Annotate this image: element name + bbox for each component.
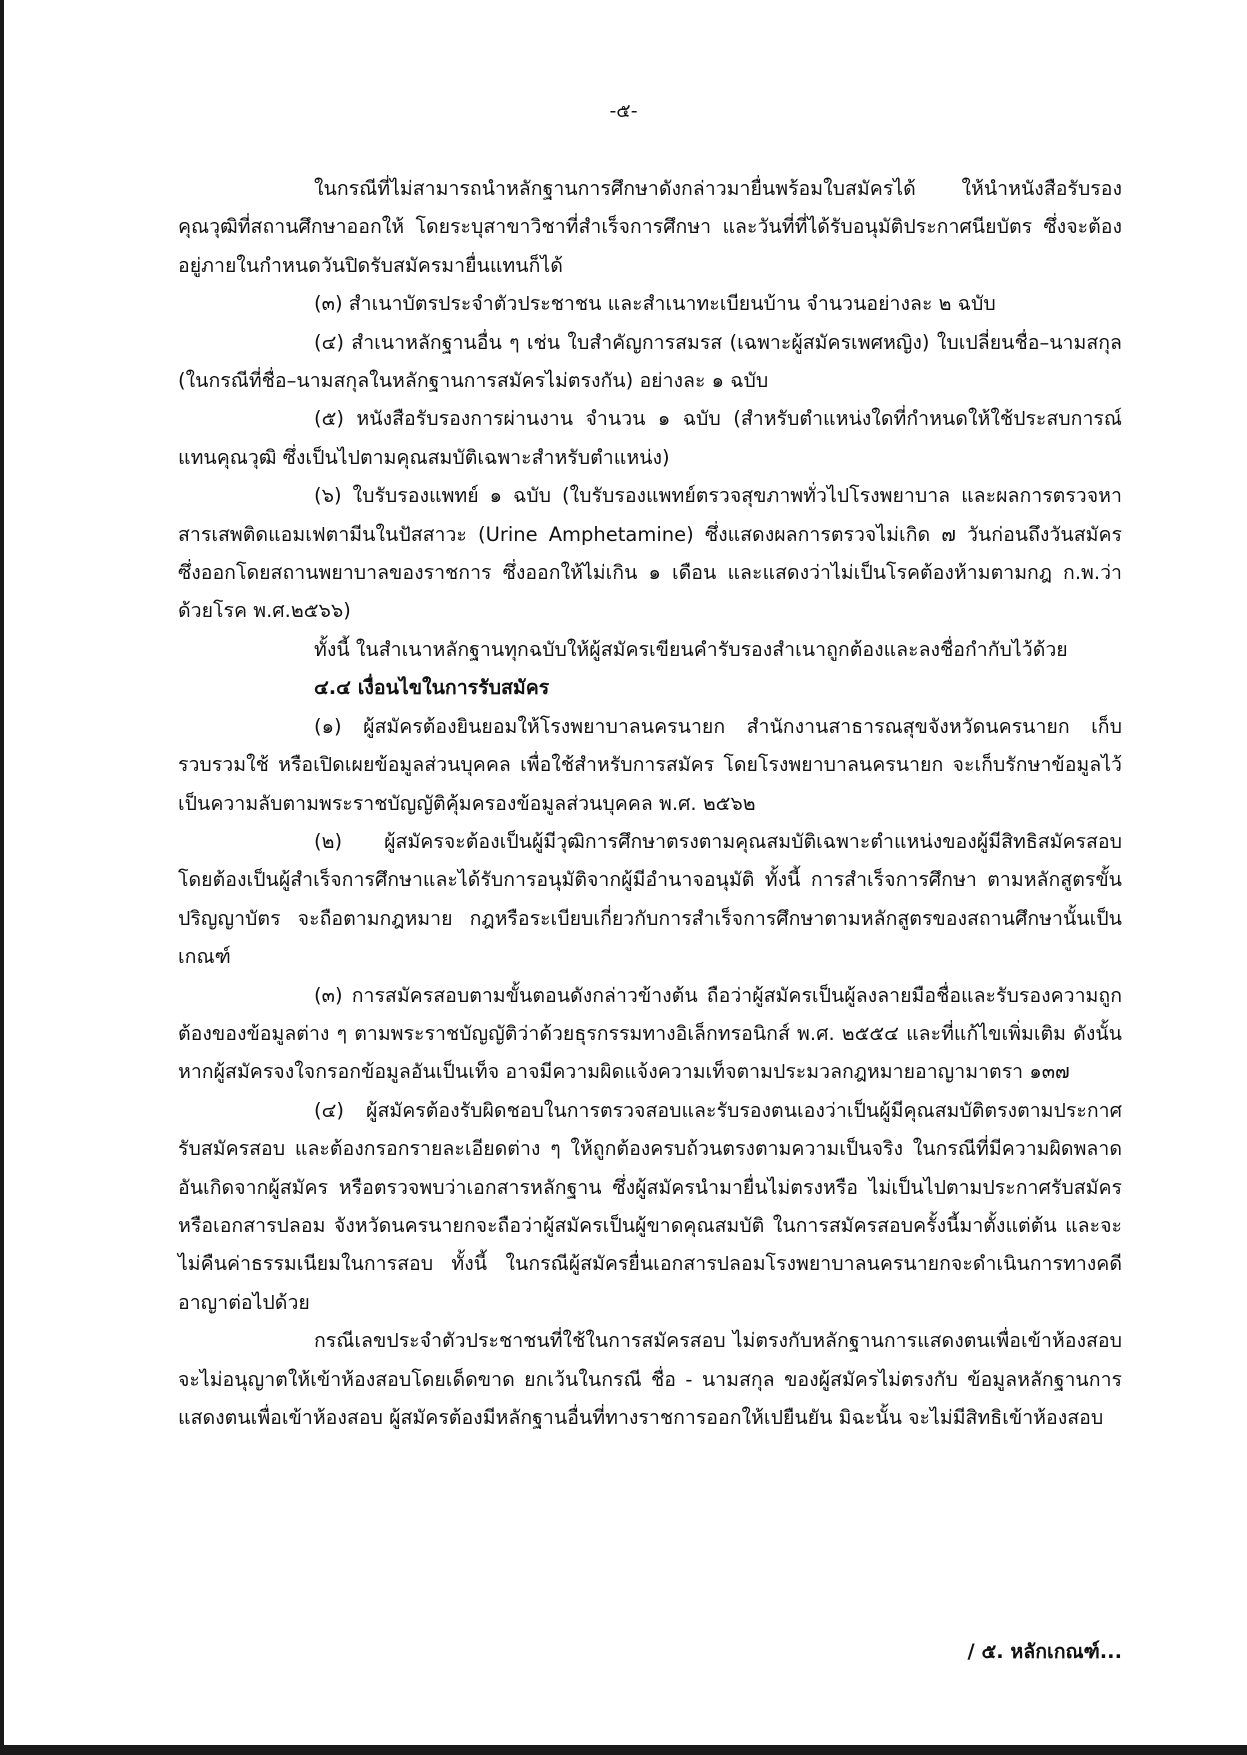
- document-body: [178, 170, 1122, 1437]
- scan-edge-bottom: [0, 1745, 1247, 1755]
- paragraph-item-3-id-card: (๓) สำเนาบัตรประจำตัวประชาชน และสำเนาทะเบียนบ้าน จำนวนอย่างละ ๒ ฉบับ: [314, 292, 996, 316]
- condition-item-2-qualifications: (๒) ผู้สมัครจะต้องเป็นผู้มีวุฒิการศึกษาตรงตามคุณสมบัติเฉพาะตำแหน่งของผู้มีสิทธิสมัครสอบ โดยต้องเป็นผู้สำเร็จการศึกษาและได้รับการอนุมัติจากผู้มีอำนาจอนุมัติ ทั้งนี้ การสำเร็จการศึกษา ตามหลักสูตรขั้นปริญญาบัตร จะถือตามกฎหมาย กฎหรือระเบียบเกี่ยวกับการสำเร็จการศึกษาตามหลักสูตรของสถานศึกษานั้นเป็นเกณฑ์: [178, 829, 1122, 969]
- paragraph-item-5-work-certificate: (๕) หนังสือรับรองการผ่านงาน จำนวน ๑ ฉบับ (สำหรับตำแหน่งใดที่กำหนดให้ใช้ประสบการณ์แทนคุณวุฒิ ซึ่งเป็นไปตามคุณสมบัติเฉพาะสำหรับตำแหน่ง): [178, 407, 1122, 469]
- page-number: -๕-: [609, 100, 638, 122]
- condition-item-3-electronic-signature: (๓) การสมัครสอบตามขั้นตอนดังกล่าวข้างต้น ถือว่าผู้สมัครเป็นผู้ลงลายมือชื่อและรับรองความถูกต้องของข้อมูลต่าง ๆ ตามพระราชบัญญัติว่าด้วยธุรกรรมทางอิเล็กทรอนิกส์ พ.ศ. ๒๕๕๔ และที่แก้ไขเพิ่มเติม ดังนั้น หากผู้สมัครจงใจกรอกข้อมูลอันเป็นเท็จ อาจมีความผิดแจ้งความเท็จตามประมวลกฎหมายอาญามาตรา ๑๓๗: [178, 983, 1122, 1084]
- condition-id-number-mismatch: กรณีเลขประจำตัวประชาชนที่ใช้ในการสมัครสอบ ไม่ตรงกับหลักฐานการแสดงตนเพื่อเข้าห้องสอบ จะไม่อนุญาตให้เข้าห้องสอบโดยเด็ดขาด ยกเว้นในกรณี ชื่อ - นามสกุล ของผู้สมัครไม่ตรงกับ ข้อมูลหลักฐานการแสดงตนเพื่อเข้าห้องสอบ ผู้สมัครต้องมีหลักฐานอื่นที่ทางราชการออกให้เปยืนยัน มิฉะนั้น จะไม่มีสิทธิเข้าห้องสอบ: [178, 1329, 1122, 1429]
- paragraph-copy-certification: ทั้งนี้ ในสำเนาหลักฐานทุกฉบับให้ผู้สมัครเขียนคำรับรองสำเนาถูกต้องและลงชื่อกำกับไว้ด้วย: [314, 637, 1068, 661]
- paragraph-education-certificate: ในกรณีที่ไม่สามารถนำหลักฐานการศึกษาดังกล่าวมายื่นพร้อมใบสมัครได้ ให้นำหนังสือรับรองคุณวุฒิที่สถานศึกษาออกให้ โดยระบุสาขาวิชาที่สำเร็จการศึกษา และวันที่ที่ได้รับอนุมัติประกาศนียบัตร ซึ่งจะต้องอยู่ภายในกำหนดวันปิดรับสมัครมายื่นแทนก็ได้: [178, 177, 1122, 277]
- paragraph-item-6-medical-certificate: (๖) ใบรับรองแพทย์ ๑ ฉบับ (ใบรับรองแพทย์ตรวจสุขภาพทั่วไปโรงพยาบาล และผลการตรวจหาสารเสพติดแอมเฟตามีนในปัสสาวะ (Urine Amphetamine) ซึ่งแสดงผลการตรวจไม่เกิด ๗ วันก่อนถึงวันสมัคร ซึ่งออกโดยสถานพยาบาลของราชการ ซึ่งออกให้ไม่เกิน ๑ เดือน และแสดงว่าไม่เป็นโรคต้องห้ามตามกฎ ก.พ.ว่าด้วยโรค พ.ศ.๒๕๖๖): [178, 484, 1122, 623]
- section-heading-application-conditions: ๔.๔ เงื่อนไขในการรับสมัคร: [314, 676, 550, 700]
- paragraph-item-4-other-docs: (๔) สำเนาหลักฐานอื่น ๆ เช่น ใบสำคัญการสมรส (เฉพาะผู้สมัครเพศหญิง) ใบเปลี่ยนชื่อ–นามสกุล (ในกรณีที่ชื่อ–นามสกุลในหลักฐานการสมัครไม่ตรงกัน) อย่างละ ๑ ฉบับ: [178, 330, 1122, 393]
- scan-edge-left: [0, 0, 4, 1755]
- condition-item-4-responsibility: (๔) ผู้สมัครต้องรับผิดชอบในการตรวจสอบและรับรองตนเองว่าเป็นผู้มีคุณสมบัติตรงตามประกาศรับสมัครสอบ และต้องกรอกรายละเอียดต่าง ๆ ให้ถูกต้องครบถ้วนตรงตามความเป็นจริง ในกรณีที่มีความผิดพลาดอันเกิดจากผู้สมัคร หรือตรวจพบว่าเอกสารหลักฐาน ซึ่งผู้สมัครนำมายื่นไม่ตรงหรือ ไม่เป็นไปตามประกาศรับสมัครหรือเอกสารปลอม จังหวัดนครนายกจะถือว่าผู้สมัครเป็นผู้ขาดคุณสมบัติ ในการสมัครสอบครั้งนี้มาตั้งแต่ต้น และจะไม่คืนค่าธรรมเนียมในการสอบ ทั้งนี้ ในกรณีผู้สมัครยื่นเอกสารปลอมโรงพยาบาลนครนายกจะดำเนินการทางคดีอาญาต่อไปด้วย: [178, 1098, 1122, 1314]
- continuation-marker: / ๕. หลักเกณฑ์...: [967, 1640, 1122, 1663]
- condition-item-1-personal-data: (๑) ผู้สมัครต้องยินยอมให้โรงพยาบาลนครนายก สำนักงานสาธารณสุขจังหวัดนครนายก เก็บรวบรวมใช้ หรือเปิดเผยข้อมูลส่วนบุคคล เพื่อใช้สำหรับการสมัคร โดยโรงพยาบาลนครนายก จะเก็บรักษาข้อมูลไว้เป็นความลับตามพระราชบัญญัติคุ้มครองข้อมูลส่วนบุคคล พ.ศ. ๒๕๖๒: [178, 714, 1122, 815]
